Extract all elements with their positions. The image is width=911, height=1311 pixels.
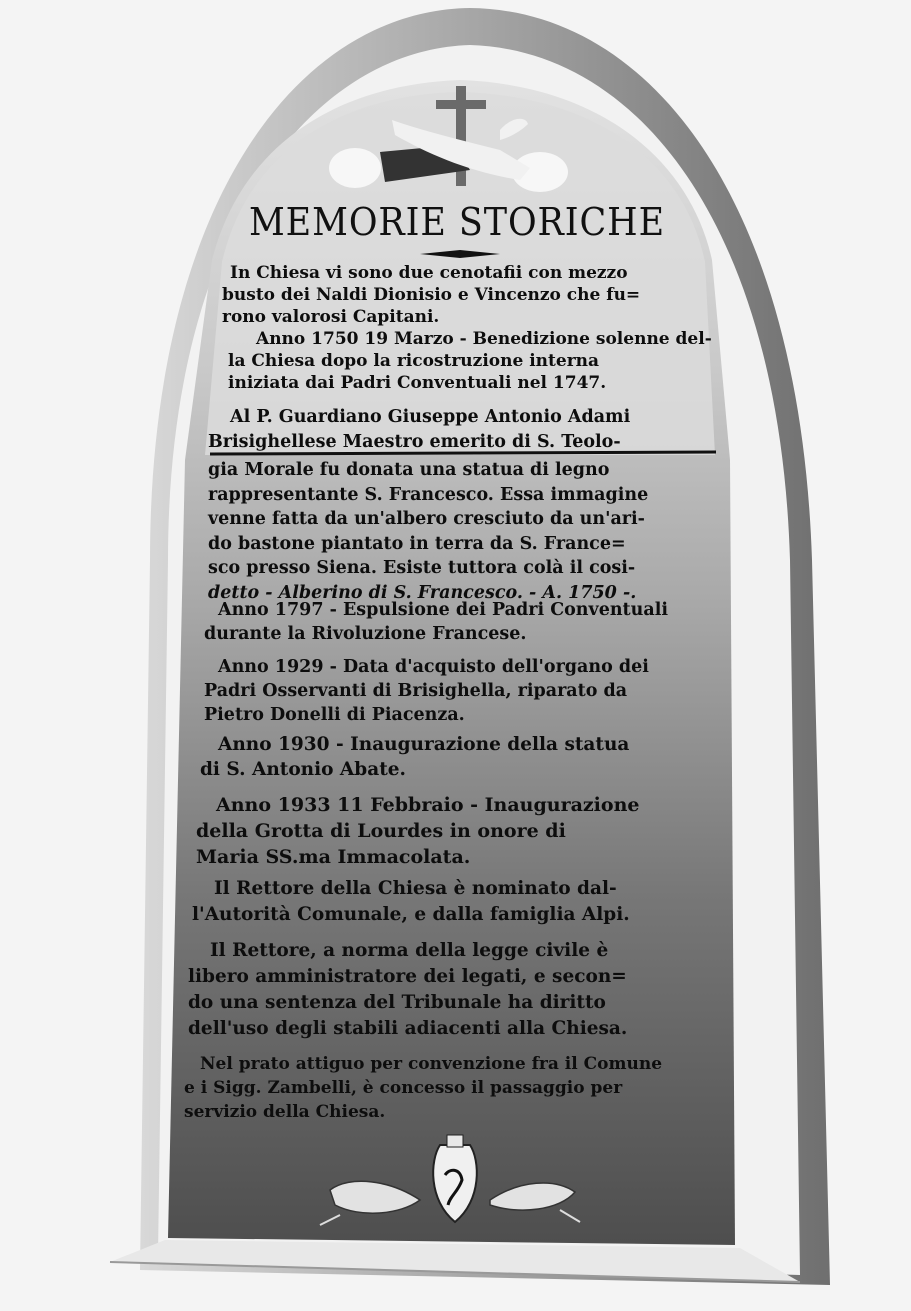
text-line: iniziata dai Padri Conventuali nel 1747. — [228, 373, 607, 393]
text-line: Maria SS.ma Immacolata. — [196, 846, 471, 868]
text-line: sco presso Siena. Esiste tuttora colà il cosi- — [208, 558, 636, 578]
plaque-title: MEMORIE STORICHE — [248, 200, 666, 244]
text-line: gia Morale fu donata una statua di legno — [208, 460, 610, 480]
paragraph-10 — [184, 1052, 662, 1124]
paragraph-4 — [204, 598, 668, 646]
text-line: Padri Osservanti di Brisighella, riparato da — [204, 681, 628, 701]
text-line: della Grotta di Lourdes in onore di — [196, 820, 566, 842]
text-line: Brisighellese Maestro emerito di S. Teolo- — [208, 431, 621, 452]
text-line: l'Autorità Comunale, e dalla famiglia Alpi. — [192, 904, 630, 925]
text-line: venne fatta da un'albero cresciuto da un'ari- — [208, 509, 645, 529]
text-line: do una sentenza del Tribunale ha diritto — [188, 992, 606, 1013]
paragraph-3 — [208, 405, 648, 605]
paragraph-7 — [196, 792, 639, 870]
text-line: busto dei Naldi Dionisio e Vincenzo che fu= — [222, 285, 641, 305]
text-line: rappresentante S. Francesco. Essa immagine — [208, 484, 649, 505]
paragraph-5 — [204, 655, 649, 727]
text-line: detto - Alberino di S. Francesco. - A. 1750 -. — [208, 582, 637, 603]
paragraph-8 — [192, 876, 630, 928]
text-line: Nel prato attiguo per convenzione fra il Comune — [200, 1054, 663, 1074]
text-line: durante la Rivoluzione Francese. — [204, 624, 527, 644]
text-line: servizio della Chiesa. — [184, 1102, 386, 1122]
text-line: Anno 1750 19 Marzo - Benedizione solenne del- — [256, 329, 712, 349]
paragraph-9 — [188, 938, 627, 1042]
text-line: libero amministratore dei legati, e secon= — [188, 966, 627, 987]
text-line: Anno 1929 - Data d'acquisto dell'organo dei — [218, 657, 649, 677]
text-line: Anno 1933 11 Febbraio - Inaugurazione — [216, 794, 640, 816]
text-line: e i Sigg. Zambelli, è concesso il passaggio per — [184, 1078, 623, 1098]
paragraph-2 — [228, 328, 712, 394]
text-line: dell'uso degli stabili adiacenti alla Chiesa. — [188, 1018, 628, 1039]
text-line: Al P. Guardiano Giuseppe Antonio Adami — [230, 407, 631, 427]
text-line: rono valorosi Capitani. — [222, 307, 440, 327]
text-line: di S. Antonio Abate. — [200, 759, 406, 780]
paragraph-6 — [200, 732, 629, 782]
text-line: Il Rettore, a norma della legge civile è — [210, 940, 609, 961]
text-line: Anno 1797 - Espulsione dei Padri Conventuali — [218, 600, 668, 620]
text-line: Anno 1930 - Inaugurazione della statua — [218, 734, 630, 755]
text-line: do bastone piantato in terra da S. France= — [208, 533, 626, 554]
paragraph-1 — [222, 262, 641, 328]
text-line: Pietro Donelli di Piacenza. — [204, 705, 465, 725]
text-line: Il Rettore della Chiesa è nominato dal- — [214, 878, 617, 899]
text-line: la Chiesa dopo la ricostruzione interna — [228, 351, 600, 371]
text-line: In Chiesa vi sono due cenotafii con mezzo — [230, 263, 628, 283]
